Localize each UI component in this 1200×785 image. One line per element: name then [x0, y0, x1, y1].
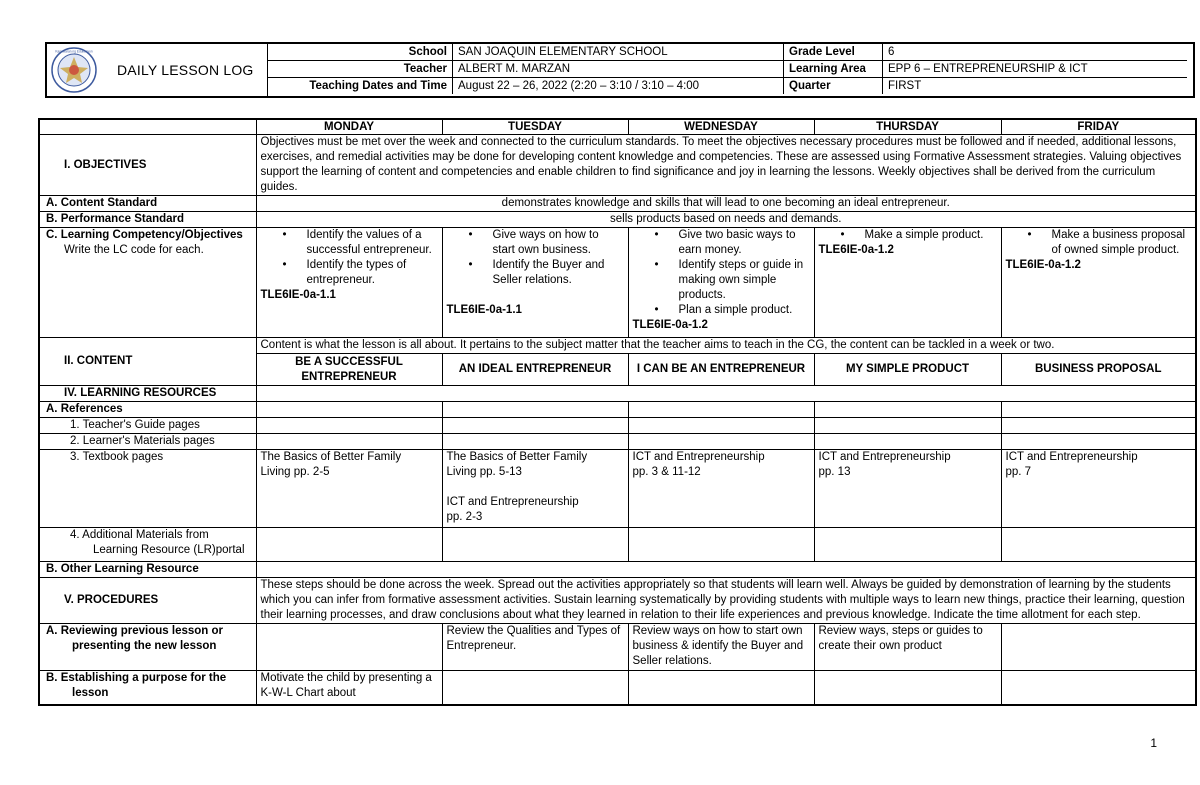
establishing-purpose-label-2: lesson: [72, 687, 109, 699]
procedures-label: V. PROCEDURES: [39, 578, 256, 624]
content-standard-row: [39, 196, 1196, 212]
empty-cell: [256, 624, 442, 671]
teachers-guide-label: 1. Teacher's Guide pages: [39, 418, 256, 434]
empty-cell: [442, 434, 628, 450]
content-label: II. CONTENT: [39, 338, 256, 386]
purpose-monday: Motivate the child by presenting a K-W-L Chart about: [256, 671, 442, 705]
grade-level-value: 6: [883, 44, 1188, 61]
text-line: ICT and Entrepreneurship: [818, 451, 951, 463]
competencies-label: C. Learning Competency/Objectives: [46, 229, 243, 241]
empty-cell: [814, 434, 1001, 450]
day-wednesday: WEDNESDAY: [628, 119, 814, 135]
empty-cell: [814, 671, 1001, 705]
competencies-label-cell: [39, 228, 256, 338]
spacer: [447, 480, 624, 495]
topic-wednesday: I CAN BE AN ENTREPRENEUR: [628, 354, 814, 386]
content-text-row: [39, 338, 1196, 354]
text-line: The Basics of Better Family: [260, 451, 402, 463]
empty-cell: [256, 434, 442, 450]
review-wednesday: Review ways on how to start own business & identify the Buyer and Seller relations.: [628, 624, 814, 671]
text-line: Living pp. 2-5: [260, 466, 330, 478]
list-item: • Plan a simple product.: [633, 303, 810, 318]
empty-cell: [1001, 418, 1196, 434]
topic-monday: BE A SUCCESSFUL ENTREPRENEUR: [256, 354, 442, 386]
content-text: Content is what the lesson is all about. It pertains to the subject matter that the teacher aims to teach in the CG, the content can be tackled in a week or two.: [256, 338, 1196, 354]
empty-cell: [442, 402, 628, 418]
objectives-label: I. OBJECTIVES: [39, 135, 256, 196]
page-number: 1: [1150, 736, 1157, 750]
empty-cell: [442, 528, 628, 562]
empty-cell: [628, 434, 814, 450]
reviewing-lesson-label-cell: [39, 624, 256, 671]
learning-resources-label: IV. LEARNING RESOURCES: [39, 386, 256, 402]
textbook-pages-row: [39, 450, 1196, 528]
text-line: ICT and Entrepreneurship: [632, 451, 765, 463]
list-item: • Give ways on how to start own business.: [447, 228, 624, 258]
empty-cell: [256, 386, 1196, 402]
topic-thursday: MY SIMPLE PRODUCT: [814, 354, 1001, 386]
lc-code: TLE6IE-0a-1.1: [260, 289, 336, 301]
empty-cell: [628, 671, 814, 705]
establishing-purpose-row: [39, 671, 1196, 705]
corner-cell: [39, 119, 256, 135]
learning-area-value: EPP 6 – ENTREPRENEURSHIP & ICT: [883, 61, 1188, 78]
empty-cell: [442, 418, 628, 434]
content-standard-label: A. Content Standard: [39, 196, 256, 212]
empty-cell: [1001, 402, 1196, 418]
day-monday: MONDAY: [256, 119, 442, 135]
lc-code: TLE6IE-0a-1.2: [1005, 259, 1081, 271]
reviewing-lesson-label: A. Reviewing previous lesson or: [46, 625, 224, 637]
lesson-log-table: [38, 118, 1197, 706]
textbook-tuesday: [442, 450, 628, 528]
competencies-friday: [1001, 228, 1196, 338]
text-line: pp. 7: [1005, 466, 1032, 478]
textbook-thursday: [814, 450, 1001, 528]
performance-standard-label: B. Performance Standard: [39, 212, 256, 228]
teaching-dates-value: August 22 – 26, 2022 (2:20 – 3:10 / 3:10 – 4:00: [453, 78, 784, 95]
textbook-monday: [256, 450, 442, 528]
competencies-thursday: [814, 228, 1001, 338]
review-thursday: Review ways, steps or guides to create their own product: [814, 624, 1001, 671]
empty-cell: [256, 562, 1196, 578]
deped-seal-logo: [51, 47, 97, 93]
empty-cell: [814, 402, 1001, 418]
text-line: pp. 2-3: [446, 511, 483, 523]
additional-materials-row: [39, 528, 1196, 562]
competencies-wednesday: [628, 228, 814, 338]
empty-cell: [814, 418, 1001, 434]
empty-cell: [256, 418, 442, 434]
lc-code: TLE6IE-0a-1.1: [446, 304, 522, 316]
competencies-tuesday: [442, 228, 628, 338]
learners-materials-row: [39, 434, 1196, 450]
school-label: School: [268, 44, 453, 61]
textbook-friday: [1001, 450, 1196, 528]
quarter-value: FIRST: [883, 78, 1188, 95]
reviewing-lesson-row: [39, 624, 1196, 671]
day-thursday: THURSDAY: [814, 119, 1001, 135]
additional-materials-label: 4. Additional Materials from: [70, 529, 209, 541]
competencies-row: [39, 228, 1196, 338]
topic-tuesday: AN IDEAL ENTREPRENEUR: [442, 354, 628, 386]
additional-materials-label-cell: [39, 528, 256, 562]
school-value: SAN JOAQUIN ELEMENTARY SCHOOL: [453, 44, 784, 61]
logo-cell: [47, 44, 268, 96]
day-friday: FRIDAY: [1001, 119, 1196, 135]
empty-cell: [1001, 624, 1196, 671]
quarter-label: Quarter: [784, 78, 883, 95]
empty-cell: [1001, 434, 1196, 450]
text-line: pp. 13: [818, 466, 851, 478]
grade-level-label: Grade Level: [784, 44, 883, 61]
establishing-purpose-label-cell: [39, 671, 256, 705]
list-item: • Make a business proposal of owned simple product.: [1006, 228, 1192, 258]
teacher-value: ALBERT M. MARZAN: [453, 61, 784, 78]
document-title: DAILY LESSON LOG: [117, 62, 254, 78]
teacher-label: Teacher: [268, 61, 453, 78]
list-item: • Identify the types of entrepreneur.: [261, 258, 438, 288]
text-line: The Basics of Better Family: [446, 451, 588, 463]
objectives-text: Objectives must be met over the week and connected to the curriculum standards. To meet the objectives necessary procedures must be followed and if needed, additional lessons, exercises, and remedial activities may be done for developing content knowledge and competencies. These are assessed using Formative Assessment strategies. Valuing objectives support the learning of content and competencies and enable children to find significance and joy in learning the lessons. Weekly objectives shall be derived from the curriculum guides.: [256, 135, 1196, 196]
text-line: ICT and Entrepreneurship: [446, 496, 579, 508]
other-resources-label: B. Other Learning Resource: [39, 562, 256, 578]
performance-standard-row: [39, 212, 1196, 228]
text-line: Living pp. 5-13: [446, 466, 522, 478]
procedures-row: [39, 578, 1196, 624]
additional-materials-label-2: Learning Resource (LR)portal: [93, 544, 245, 556]
text-line: ICT and Entrepreneurship: [1005, 451, 1138, 463]
content-standard-text: demonstrates knowledge and skills that will lead to one becoming an ideal entrepreneur.: [256, 196, 1196, 212]
textbook-pages-label: 3. Textbook pages: [39, 450, 256, 528]
learning-resources-row: [39, 386, 1196, 402]
header-info-table: [267, 44, 1187, 94]
lc-code: TLE6IE-0a-1.2: [632, 319, 708, 331]
lesson-log-header: [45, 42, 1195, 98]
lc-code: TLE6IE-0a-1.2: [818, 244, 894, 256]
teachers-guide-row: [39, 418, 1196, 434]
competencies-sublabel: Write the LC code for each.: [64, 244, 204, 256]
empty-cell: [256, 402, 442, 418]
empty-cell: [1001, 528, 1196, 562]
objectives-row: [39, 135, 1196, 196]
empty-cell: [628, 418, 814, 434]
empty-cell: [1001, 671, 1196, 705]
list-item: • Identify steps or guide in making own simple products.: [633, 258, 810, 303]
empty-cell: [814, 528, 1001, 562]
references-label: A. References: [39, 402, 256, 418]
learners-materials-label: 2. Learner's Materials pages: [39, 434, 256, 450]
topic-friday: BUSINESS PROPOSAL: [1001, 354, 1196, 386]
teaching-dates-label: Teaching Dates and Time: [268, 78, 453, 95]
empty-cell: [442, 671, 628, 705]
performance-standard-text: sells products based on needs and demands.: [256, 212, 1196, 228]
text-line: pp. 3 & 11-12: [632, 466, 701, 478]
list-item: • Identify the Buyer and Seller relations.: [447, 258, 624, 288]
list-item: • Give two basic ways to earn money.: [633, 228, 810, 258]
references-row: [39, 402, 1196, 418]
reviewing-lesson-label-2: presenting the new lesson: [72, 640, 217, 652]
review-tuesday: Review the Qualities and Types of Entrepreneur.: [442, 624, 628, 671]
list-item: • Identify the values of a successful entrepreneur.: [261, 228, 438, 258]
procedures-text: These steps should be done across the week. Spread out the activities appropriately so that students will learn well. Always be guided by demonstration of learning by the students which you can infer from formative assessment activities. Sustain learning systematically by providing students with multiple ways to learn new things, practice their learning, question their learning processes, and draw conclusions about what they learned in relation to their life experiences and previous knowledge. Indicate the time allotment for each step.: [256, 578, 1196, 624]
textbook-wednesday: [628, 450, 814, 528]
learning-area-label: Learning Area: [784, 61, 883, 78]
other-resources-row: [39, 562, 1196, 578]
seal-text: Kagawaran ng Edukasyon: [55, 49, 93, 54]
day-header-row: [39, 119, 1196, 135]
competencies-monday: [256, 228, 442, 338]
day-tuesday: TUESDAY: [442, 119, 628, 135]
empty-cell: [628, 402, 814, 418]
empty-cell: [628, 528, 814, 562]
empty-cell: [256, 528, 442, 562]
list-item: • Make a simple product.: [819, 228, 997, 243]
establishing-purpose-label: B. Establishing a purpose for the: [46, 672, 227, 684]
